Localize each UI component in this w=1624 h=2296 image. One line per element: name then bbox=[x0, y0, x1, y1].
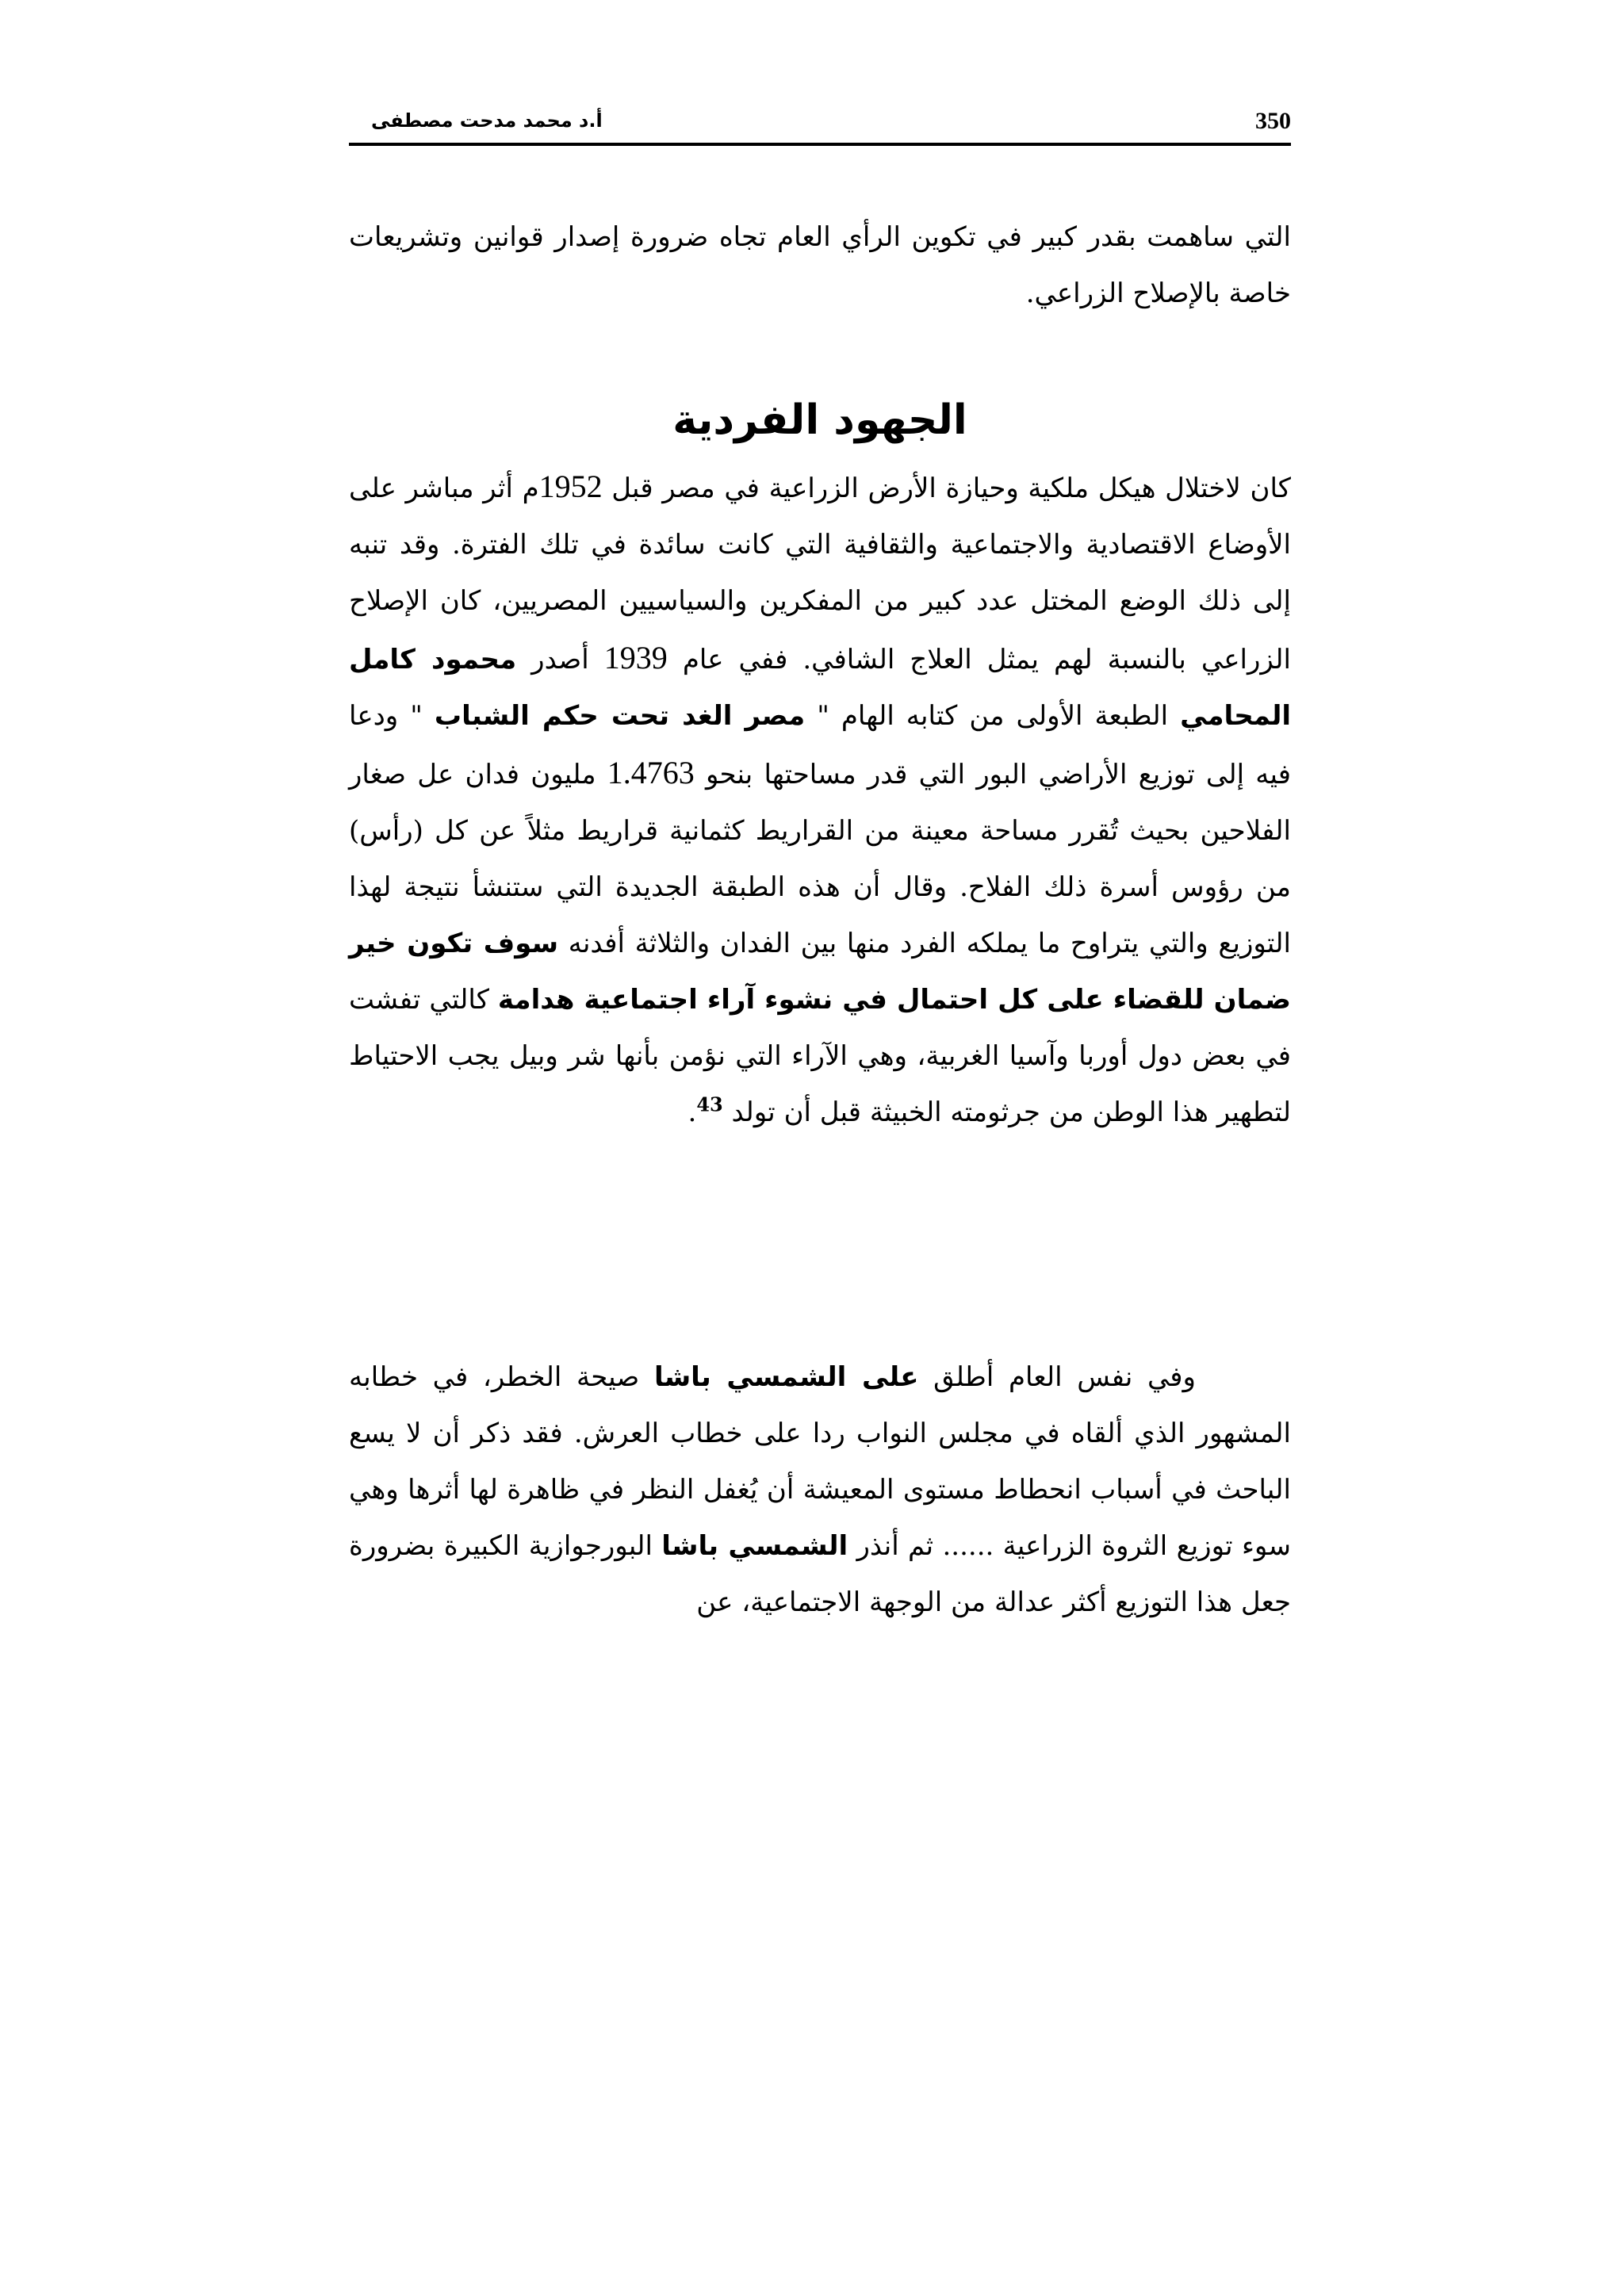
shamsi-name-bold: على الشمسي باشا bbox=[653, 1361, 919, 1393]
running-head-author: أ.د محمد مدحت مصطفى bbox=[371, 109, 603, 132]
header-rule bbox=[349, 143, 1291, 146]
book-title-bold: مصر الغد تحت حكم الشباب bbox=[434, 700, 806, 732]
page-number: 350 bbox=[1255, 108, 1291, 134]
section-heading: الجهود الفردية bbox=[672, 396, 967, 444]
p2-text-6: مليون فدان عل صغار الفلاحين بحيث تُقرر مساحة معينة من القراريط كثمانية قراريط مثلاً عن كل (رأس) من رؤوس أسرة ذلك الفلاح. وقال أن هذه الطبقة الجديدة التي ستنشأ نتيجة لهذا التوزيع والتي يتراوح ما يملكه الفرد منها بين الفدان والثلاثة أفدنه bbox=[349, 759, 1291, 959]
intro-paragraph: التي ساهمت بقدر كبير في تكوين الرأي العام تجاه ضرورة إصدار قوانين وتشريعات خاصة بالإصلاح الزراعي. bbox=[349, 221, 1291, 309]
p2-text-5: " ودعا فيه إلى توزيع الأراضي البور التي قدر مساحتها بنحو bbox=[349, 700, 1291, 790]
p2-text-8: . bbox=[688, 1096, 697, 1128]
p3-text-1: وفي نفس العام أطلق bbox=[918, 1361, 1196, 1393]
year-1939: 1939 bbox=[603, 640, 668, 675]
quote-bold: سوف تكون خير ضمان للقضاء على كل احتمال في نشوء آراء اجتماعية هدامة bbox=[349, 928, 1291, 1016]
page-header bbox=[349, 105, 1291, 143]
p3-text-3: البورجوازية الكبيرة بضرورة جعل هذا التوزيع أكثر عدالة من الوجهة الاجتماعية، عن bbox=[349, 1530, 1291, 1618]
shamsi-paragraph bbox=[349, 1349, 1291, 1631]
p2-text-3: أصدر bbox=[516, 644, 604, 675]
area-value: 1.4763 bbox=[607, 755, 695, 790]
p2-text-4: الطبعة الأولى من كتابه الهام " bbox=[805, 700, 1181, 732]
shamsi-name-bold-2: الشمسي باشا bbox=[661, 1530, 848, 1562]
year-1952: 1952 bbox=[538, 469, 603, 504]
individual-efforts-paragraph bbox=[349, 458, 1291, 1141]
p2-text-7: كالتي تفشت في بعض دول أوربا وآسيا الغربية، وهي الآراء التي نؤمن بأنها شر وبيل يجب الاحتياط لتطهير هذا الوطن من جرثومته الخبيثة قبل أن تولد bbox=[349, 984, 1291, 1128]
p2-text-2: م أثر مباشر على الأوضاع الاقتصادية والاجتماعية والثقافية التي كانت سائدة في تلك الفترة. وقد تنبه إلى ذلك الوضع المختل عدد كبير من المفكرين والسياسيين المصريين، كان الإصلاح الزراعي بالنسبة لهم يمثل العلاج الشافي. ففي عام bbox=[349, 473, 1291, 675]
author-name-bold: محمود كامل المحامي bbox=[349, 644, 1292, 732]
p2-text-1: كان لاختلال هيكل ملكية وحيازة الأرض الزراعية في مصر قبل bbox=[602, 473, 1291, 504]
footnote-marker: 43 bbox=[696, 1093, 723, 1116]
p3-text-2: صيحة الخطر، في خطابه المشهور الذي ألقاه في مجلس النواب ردا على خطاب العرش. فقد ذكر أن لا يسع الباحث في أسباب انحطاط مستوى المعيشة أن يُغفل النظر في ظاهرة لها أثرها وهي سوء توزيع الثروة الزراعية ...... ثم أنذر bbox=[349, 1361, 1291, 1562]
